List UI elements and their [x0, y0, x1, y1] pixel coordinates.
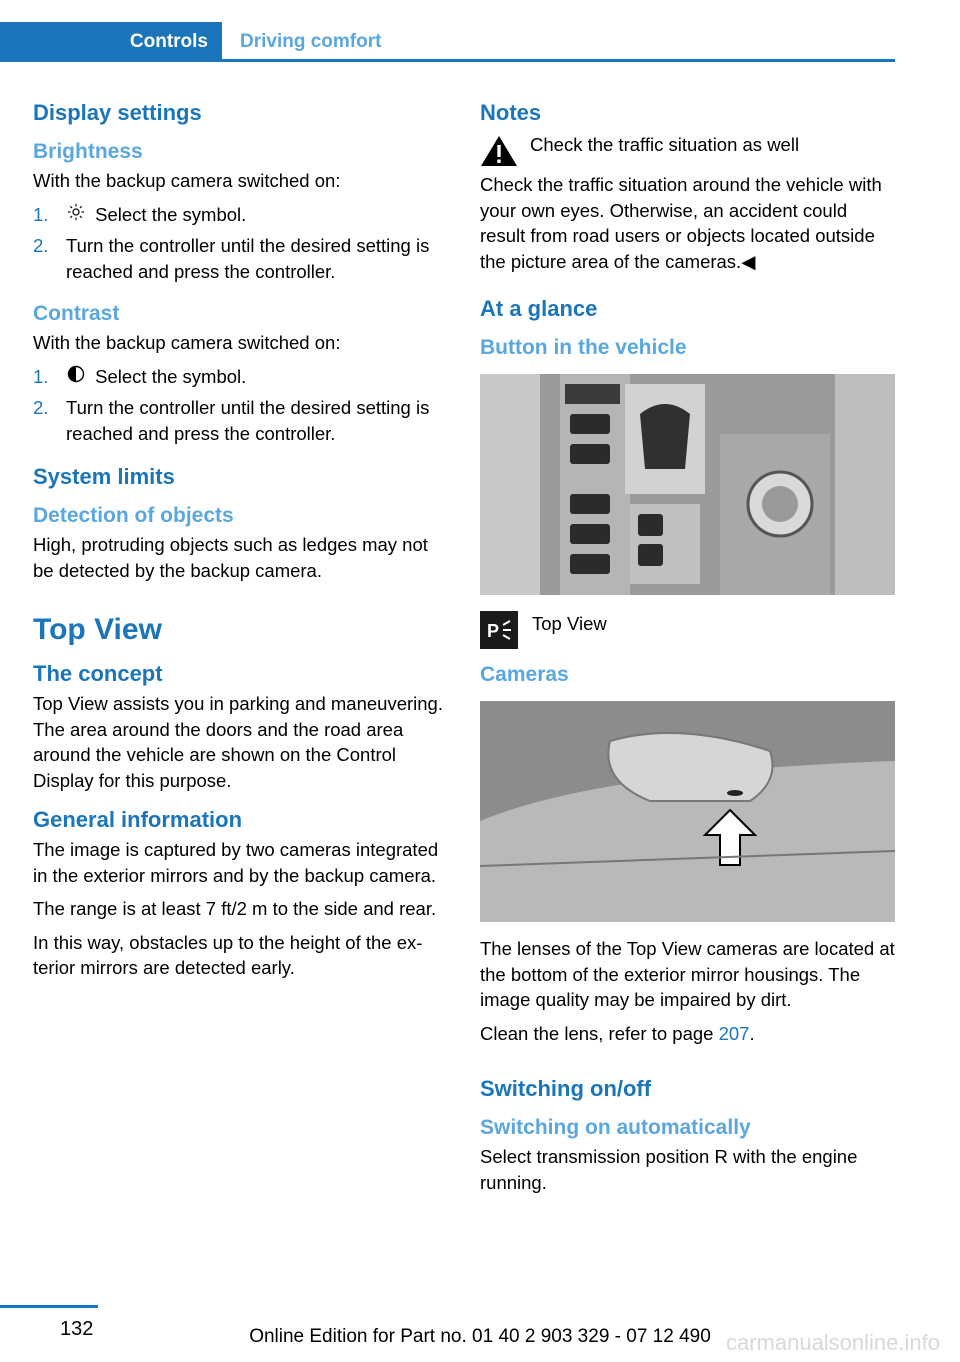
concept-text: Top View assists you in parking and maneuvering. The area around the doors and the road area around the vehicle are shown on the Control Display for this purpose.	[33, 693, 443, 791]
contrast-icon	[66, 364, 86, 390]
heading-brightness: Brightness	[33, 140, 143, 163]
heading-detection: Detection of objects	[33, 504, 234, 527]
header-rule	[222, 59, 895, 62]
list-item	[33, 202, 448, 228]
list-item	[33, 233, 448, 284]
detection-text: High, protruding objects such as ledges may not be detected by the backup camera.	[33, 534, 428, 581]
center-console-image	[480, 374, 895, 595]
clean-text: Clean the lens, refer to page	[480, 1022, 719, 1044]
step-text: Turn the controller until the desired setting is reached and press the controller.	[66, 235, 430, 282]
sun-icon	[66, 202, 86, 228]
top-view-button-note	[480, 611, 895, 649]
heading-button-in-vehicle: Button in the vehicle	[480, 336, 687, 359]
step-number: 1.	[33, 365, 49, 387]
heading-notes: Notes	[480, 100, 542, 125]
brightness-steps	[33, 202, 448, 285]
general-text-3: In this way, obstacles up to the height of the exterior mirrors are detected early.	[33, 931, 423, 978]
list-item	[33, 364, 448, 390]
step-number: 2.	[33, 397, 49, 418]
heading-switching: Switching on/off	[480, 1076, 652, 1101]
heading-display-settings: Display settings	[33, 100, 202, 125]
top-view-label: Top View	[532, 613, 607, 634]
warning-triangle-icon	[480, 134, 518, 168]
heading-system-limits: System limits	[33, 464, 175, 489]
general-text-1: The image is captured by two cameras integrated in the exterior mirrors and by the backup camera.	[33, 839, 439, 886]
list-item	[33, 395, 448, 446]
exterior-mirror-image	[480, 701, 895, 922]
heading-top-view: Top View	[33, 613, 162, 646]
step-text: Turn the controller until the desired setting is reached and press the controller.	[66, 397, 430, 444]
step-text: Select the symbol.	[95, 203, 247, 225]
lenses-text: The lenses of the Top View cameras are located at the bottom of the exterior mirror housings. The image quality may be impaired by dirt.	[480, 938, 895, 1010]
step-number: 1.	[33, 203, 49, 225]
brightness-intro: With the backup camera switched on:	[33, 170, 341, 191]
top-view-button-icon	[480, 611, 518, 649]
step-number: 2.	[33, 235, 49, 256]
tab-driving-comfort[interactable]: Driving comfort	[240, 31, 382, 52]
step-text: Select the symbol.	[95, 365, 247, 387]
clean-text-line: Clean the lens, refer to page 207.	[480, 1022, 755, 1044]
switching-text: Select transmission position R with the engine running.	[480, 1146, 858, 1193]
tab-controls[interactable]: Controls	[0, 22, 222, 62]
heading-at-a-glance: At a glance	[480, 296, 598, 321]
svg-text:P: P	[487, 621, 500, 641]
page-link-207[interactable]: 207	[718, 1022, 750, 1044]
right-column	[480, 100, 895, 1203]
heading-cameras: Cameras	[480, 663, 569, 686]
general-text-2: The range is at least 7 ft/2 m to the side and rear.	[33, 898, 437, 919]
heading-concept: The concept	[33, 661, 163, 686]
footer-rule	[0, 1305, 98, 1308]
heading-switching-auto: Switching on automatically	[480, 1116, 751, 1139]
warning-text: Check the traffic situation around the vehicle with your own eyes. Otherwise, an accident could result from road users or objects located outside the picture area of the cameras.◀	[480, 174, 882, 272]
left-column	[33, 100, 448, 989]
watermark: carmanualsonline.info	[725, 1330, 940, 1355]
header-tab-bar	[0, 22, 895, 62]
warning-block	[480, 132, 895, 168]
page-number: 132	[60, 1318, 94, 1340]
contrast-intro: With the backup camera switched on:	[33, 332, 341, 353]
warning-title: Check the traffic situation as well	[530, 134, 800, 155]
heading-contrast: Contrast	[33, 302, 120, 325]
footer-edition: Online Edition for Part no. 01 40 2 903 329 - 07 12 490	[249, 1326, 711, 1347]
contrast-steps	[33, 364, 448, 447]
heading-general-information: General information	[33, 807, 243, 832]
